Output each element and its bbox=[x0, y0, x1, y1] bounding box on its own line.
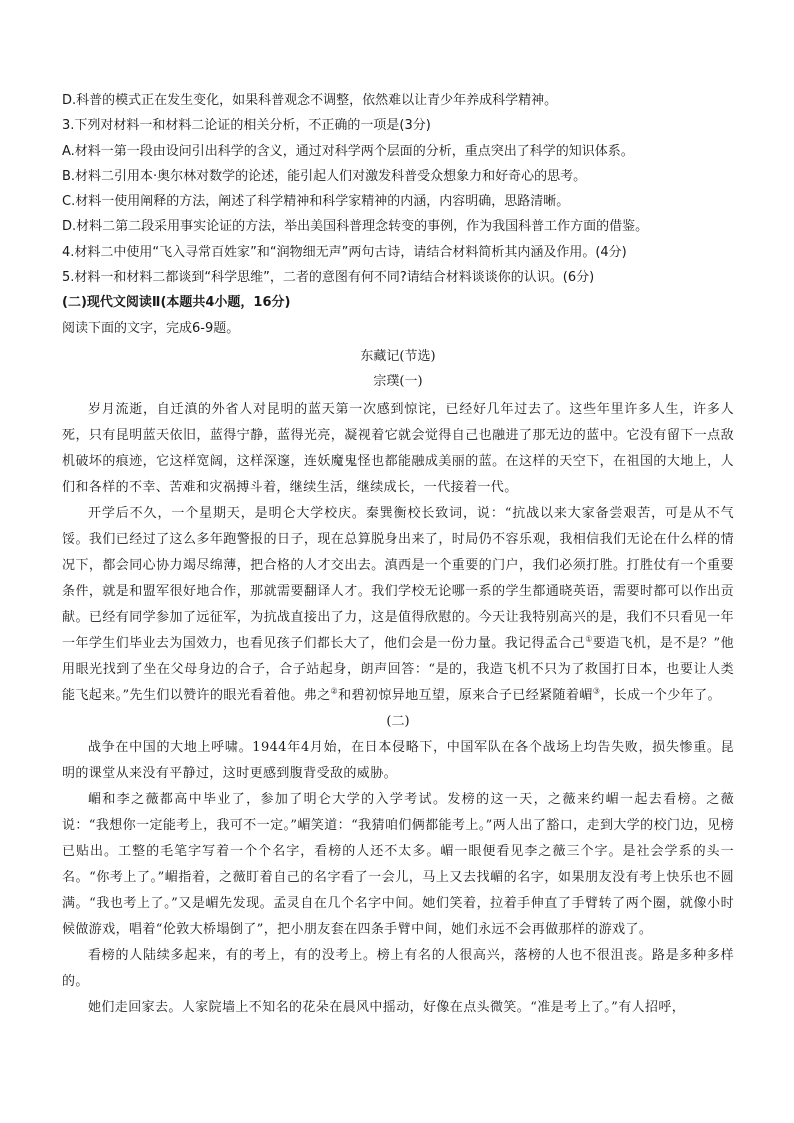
footnote-marker-3: ③ bbox=[592, 686, 601, 696]
article-title: 东藏记(节选) bbox=[360, 348, 436, 364]
question-3-option-a: A.材料一第一段由设问引出科学的含义，通过对科学两个层面的分析，重点突出了科学的知识体系。 bbox=[62, 143, 634, 159]
section-instruction: 阅读下面的文字，完成6-9题。 bbox=[62, 320, 240, 336]
section-heading: (二)现代文阅读Ⅱ(本题共4小题，16分) bbox=[62, 295, 291, 311]
question-5: 5.材料一和材料二都谈到“科学思维”，二者的意图有何不同?请结合材料谈谈你的认识。(6分) bbox=[62, 270, 595, 286]
question-4: 4.材料二中使用“飞入寻常百姓家”和“润物细无声”两句古诗，请结合材料简析其内涵及作用。(4分) bbox=[62, 244, 627, 260]
article-author: 宗璞(一) bbox=[373, 373, 423, 389]
paragraph-2-text-c: 和碧初惊异地互望，原来合子已经紧随着嵋 bbox=[338, 687, 593, 703]
article-paragraph-2 bbox=[62, 501, 734, 709]
article-paragraph-4: 嵋和李之薇都高中毕业了，参加了明仑大学的入学考试。发榜的这一天，之薇来约嵋一起去看榜。之薇说：“我想你一定能考上，我可不一定。”嵋笑道：“我猜咱们俩都能考上。”两人出了豁口，走到大学的校门边，见榜已贴出。工整的毛笔字写着一个个名字，看榜的人还不太多。嵋一眼便看见李之薇三个字。是社会学系的头一名。“你考上了。”嵋指着，之薇盯着自己的名字看了一会儿，马上又去找嵋的名字，如果朋友没有考上快乐也不圆满。“我也考上了。”又是嵋先发现。孟灵自在几个名字中间。她们笑着，拉着手伸直了手臂转了两个圈，就像小时候做游戏，唱着“伦敦大桥塌倒了”，把小朋友套在四条手臂中间，她们永远不会再做那样的游戏了。 bbox=[62, 791, 734, 937]
paragraph-2-text-a: 开学后不久，一个星期天，是明仑大学校庆。秦巽衡校长致词，说：“抗战以来大家备尝艰苦，可是从不气馁。我们已经过了这么多年跑警报的日子，现在总算脱身出来了，时局仍不容乐观，我相信我们无论在什么样的情况下，都会同心协力竭尽绵薄，把合格的人才交出去。滇西是一个重要的门户，我们必须打胜。打胜仗有一个重要条件，就是和盟军很好地合作，那就需要翻译人才。我们学校无论哪一系的学生都通晓英语，需要时都可以作出贡献。已经有同学参加了远征军，为抗战直接出了力，这是值得欣慰的。今天让我特别高兴的是，我们不只看见一年一年学生们毕业去为国效力，也看见孩子们都长大了，他们会是一份力量。我记得孟合己 bbox=[62, 505, 734, 651]
article-paragraph-6: 她们走回家去。人家院墙上不知名的花朵在晨风中摇动，好像在点头微笑。“准是考上了。”有人招呼， bbox=[88, 999, 686, 1015]
question-3-option-d: D.材料二第二段采用事实论证的方法，举出美国科普理念转变的事例，作为我国科普工作方面的借鉴。 bbox=[62, 219, 649, 235]
paragraph-2-text-d: ，长成一个少年了。 bbox=[600, 687, 721, 703]
footnote-marker-2: ② bbox=[330, 686, 339, 696]
question-3-stem: 3.下列对材料一和材料二论证的相关分析，不正确的一项是(3分) bbox=[62, 118, 431, 134]
question-2-option-d: D.科普的模式正在发生变化，如果科普观念不调整，依然难以让青少年养成科学精神。 bbox=[62, 93, 558, 108]
question-3-option-b: B.材料二引用本·奥尔林对数学的论述，能引起人们对激发科普受众想象力和好奇心的思考。 bbox=[62, 168, 587, 184]
footnote-marker-1: ① bbox=[585, 634, 593, 644]
part-2-heading: (二) bbox=[386, 713, 410, 729]
article-paragraph-5: 看榜的人陆续多起来，有的考上，有的没考上。榜上有名的人很高兴，落榜的人也不很沮丧。路是多种多样的。 bbox=[62, 947, 734, 989]
exam-page bbox=[62, 88, 734, 1021]
article-paragraph-1: 岁月流逝，自迁滇的外省人对昆明的蓝天第一次感到惊诧，已经好几年过去了。这些年里许多人生，许多人死，只有昆明蓝天依旧，蓝得宁静，蓝得光亮，凝视着它就会觉得自己也融进了那无边的蓝中。它没有留下一点敌机破坏的痕迹，它这样宽阔，这样深邃，连妖魔鬼怪也都能融成美丽的蓝。在这样的天空下，在祖国的大地上，人们和各样的不幸、苦难和灾祸搏斗着，继续生活，继续成长，一代接着一代。 bbox=[62, 401, 734, 495]
question-3-option-c: C.材料一使用阐释的方法，阐述了科学精神和科学家精神的内涵，内容明确，思路清晰。 bbox=[62, 194, 570, 210]
article-paragraph-3: 战争在中国的大地上呼啸。1944年4月始，在日本侵略下，中国军队在各个战场上均告失败，损失惨重。昆明的课堂从来没有平静过，这时更感到腹背受敌的威胁。 bbox=[62, 739, 734, 781]
paragraph-2-text-b: 要造飞机，是不是？”他用眼光找到了坐在父母身边的合子，合子站起身，朗声回答：“是的，我造飞机不只为了救国打日本，也要让人类能飞起来。”先生们以赞许的眼光看着他。弗之 bbox=[62, 635, 734, 703]
